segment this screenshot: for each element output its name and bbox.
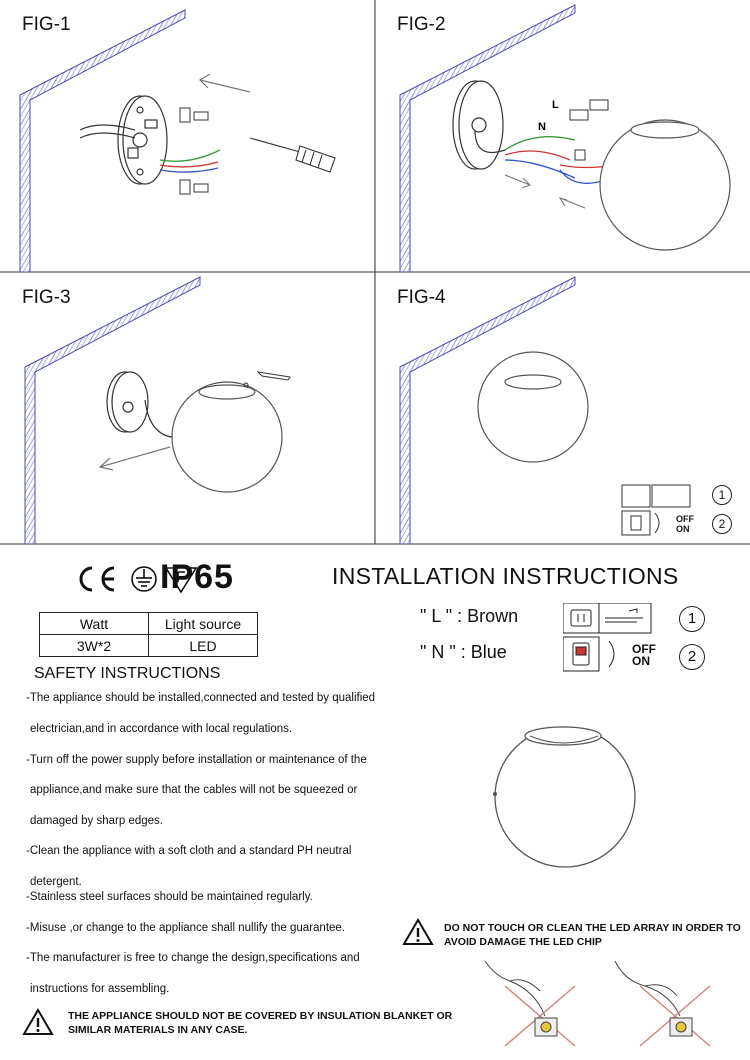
ip-rating: IP65: [160, 558, 234, 596]
globe-lamp-4: [478, 352, 588, 462]
safety-line: -Misuse ,or change to the appliance shall nullify the guarantee.: [26, 922, 346, 934]
globe-lamp-illustration: [490, 712, 640, 872]
fig-1-label: FIG-1: [22, 14, 71, 35]
fig-3-label: FIG-3: [22, 287, 71, 308]
wire-l-label: " L " : Brown: [420, 606, 519, 626]
fig4-legend-num-2: 2: [712, 514, 732, 534]
screws: [180, 108, 208, 194]
wire-n-label: " N " : Blue: [420, 642, 507, 662]
ce-mark-icon: [81, 568, 114, 590]
direction-arrow: [200, 74, 250, 92]
safety-line: -The appliance should be installed,connected and tested by qualified: [26, 692, 376, 704]
screwdriver: [250, 138, 335, 172]
warning-triangle-icon: [22, 1008, 54, 1036]
mounting-bracket: [80, 96, 167, 184]
spec-table: [39, 612, 258, 657]
fig4-off-on-label: OFF ON: [676, 514, 694, 534]
fig4-legend-num-1: 1: [712, 485, 732, 505]
table-row: [40, 635, 258, 657]
fig-2-illustration: [375, 0, 750, 272]
fig2-L-label: L: [552, 99, 559, 111]
safety-line: -The manufacturer is free to change the design,specifications and: [26, 952, 360, 964]
fig-1-illustration: [0, 0, 375, 272]
globe-lamp-3: [172, 382, 282, 492]
insulation-warning-text: THE APPLIANCE SHOULD NOT BE COVERED BY INSULATION BLANKET OR SIMILAR MATERIALS IN ANY CASE.: [68, 1010, 453, 1036]
table-header: Light source: [149, 613, 258, 635]
safety-line: instructions for assembling.: [30, 983, 170, 995]
table-header-row: [40, 613, 258, 635]
off-on-label: OFF ON: [632, 642, 656, 668]
legend-num-1: 1: [679, 606, 705, 632]
table-header: Watt: [40, 613, 149, 635]
fig-4-illustration: [375, 272, 750, 544]
safety-line: appliance,and make sure that the cables will not be squeezed or: [30, 784, 358, 796]
safety-line: -Turn off the power supply before installation or maintenance of the: [26, 754, 367, 766]
safety-line: electrician,and in accordance with local regulations.: [30, 723, 293, 735]
led-warning-text: DO NOT TOUCH OR CLEAN THE LED ARRAY IN ORDER TO AVOID DAMAGE THE LED CHIP: [444, 922, 741, 948]
safety-line: detergent.: [30, 876, 82, 888]
fig-4-label: FIG-4: [397, 287, 446, 308]
table-cell: 3W*2: [40, 635, 149, 657]
fig-2-label: FIG-2: [397, 14, 446, 35]
warning-triangle-icon: [402, 918, 434, 946]
fig-3-illustration: [0, 272, 375, 544]
ground-icon: [132, 567, 156, 591]
safety-line: -Clean the appliance with a soft cloth and a standard PH neutral: [26, 845, 352, 857]
page-title: INSTALLATION INSTRUCTIONS: [332, 563, 679, 589]
do-not-touch-illustration: [465, 956, 735, 1056]
safety-title: SAFETY INSTRUCTIONS: [34, 665, 221, 682]
wires: [160, 150, 220, 172]
table-cell: LED: [149, 635, 258, 657]
fig2-N-label: N: [538, 121, 546, 133]
safety-line: -Stainless steel surfaces should be maintained regularly.: [26, 891, 313, 903]
safety-line: damaged by sharp edges.: [30, 815, 163, 827]
legend-num-2: 2: [679, 644, 705, 670]
switch-legend: [563, 603, 673, 675]
globe-lamp: [600, 120, 730, 250]
